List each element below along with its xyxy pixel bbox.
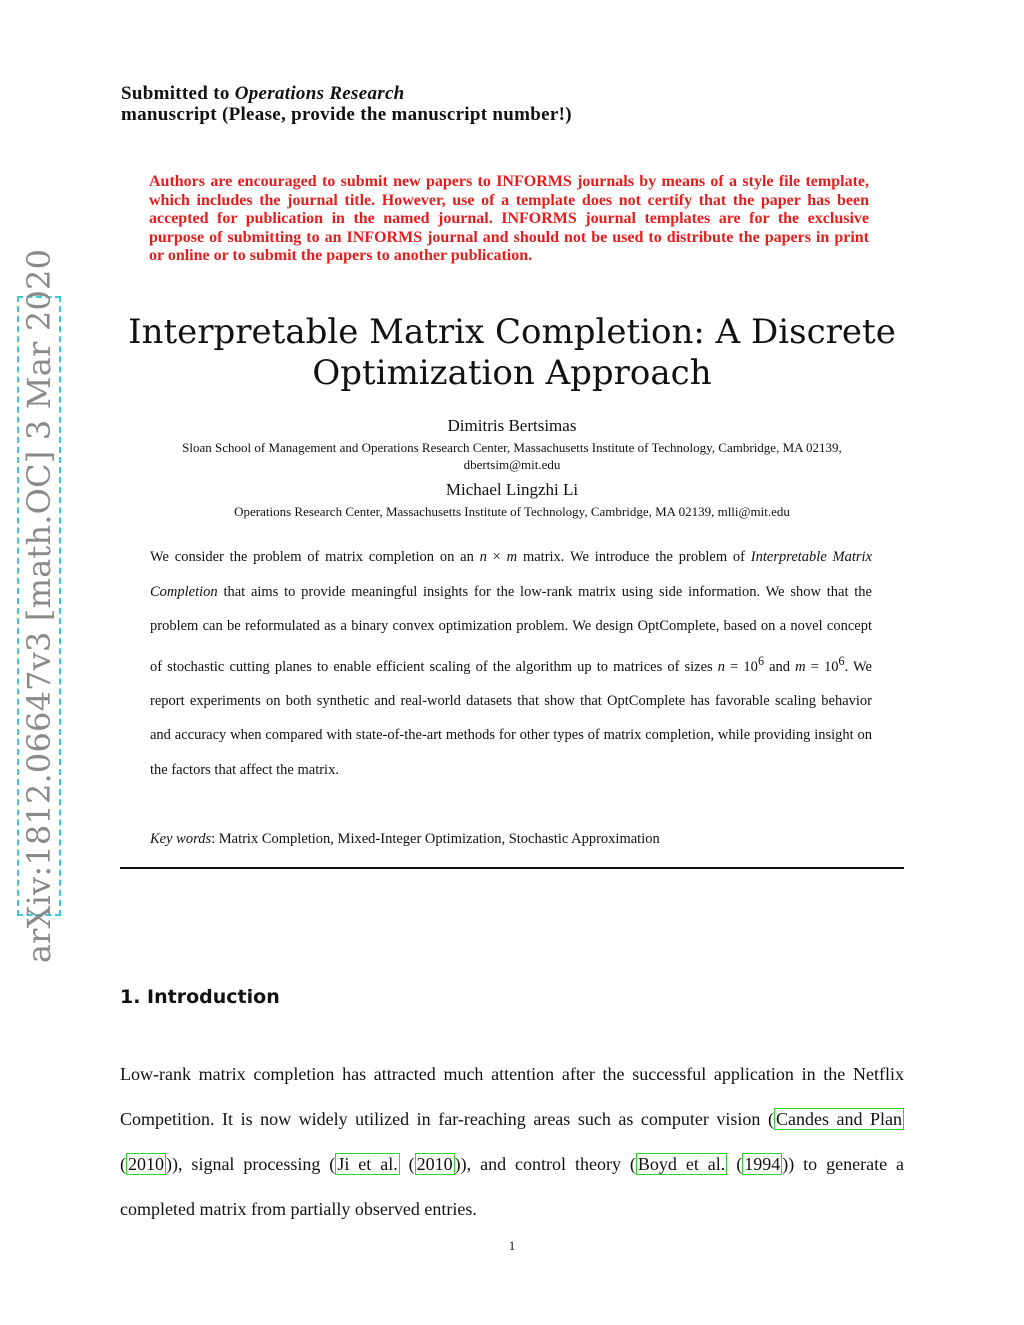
submitted-line: [121, 83, 572, 104]
title-line-2: Optimization Approach: [312, 353, 712, 393]
math-variable: m: [506, 549, 518, 565]
arxiv-stamp: [17, 248, 61, 964]
intro-text: )), signal processing (: [166, 1154, 336, 1174]
submission-header: [121, 83, 572, 125]
abstract-text: . We report experiments on both synthetic and real-world datasets that show that OptComplete has favorable scaling behavior and accuracy when compared with state-of-the-art methods for other types of matrix completion, while providing insight on the factors that affect the matrix.: [150, 658, 872, 778]
math-variable: n: [479, 549, 487, 565]
author-affiliation-2: Operations Research Center, Massachusetts Institute of Technology, Cambridge, MA 02139, mlli@mit.edu: [234, 504, 790, 519]
math-expression: = 10: [725, 658, 758, 675]
math-exponent: 6: [838, 653, 845, 668]
intro-text: )) to generate a completed matrix from partially observed entries.: [120, 1154, 905, 1219]
introduction-paragraph: [120, 1052, 904, 1232]
math-expression: = 10: [805, 658, 839, 675]
abstract: [150, 540, 872, 787]
citation-link-candes-author[interactable]: Candes and Plan: [775, 1109, 903, 1129]
intro-text: (: [727, 1154, 743, 1174]
affiliation-1-line-1: Sloan School of Management and Operations Research Center, Massachusetts Institute of Technology, Cambridge, MA 02139,: [182, 440, 842, 455]
citation-link-candes-year[interactable]: 2010: [128, 1154, 164, 1174]
abstract-text: and: [763, 658, 796, 675]
abstract-emphasis: Interpretable Matrix Completion: [150, 549, 873, 600]
author-name-1: Dimitris Bertsimas: [447, 416, 577, 435]
intro-text: (: [399, 1154, 415, 1174]
template-notice: Authors are encouraged to submit new papers to INFORMS journals by means of a style file template, which includes the journal title. However, use of a template does not certify that the paper has been accepted for publication in the named journal. INFORMS journal templates are for the exclusive purpose of submitting to an INFORMS journal and should not be used to distribute the papers in print or online or to submit the papers to another publication.: [149, 173, 869, 264]
keywords-colon: :: [211, 831, 219, 847]
citation-link-ji-year[interactable]: 2010: [416, 1154, 453, 1174]
horizontal-rule: [120, 867, 904, 869]
author-affiliation-1: [110, 439, 914, 473]
math-variable: n: [717, 658, 726, 675]
page-number: 1: [508, 1238, 516, 1253]
citation-link-ji-author[interactable]: Ji et al.: [337, 1154, 398, 1174]
author-name-2: Michael Lingzhi Li: [445, 480, 579, 499]
paper-title: [120, 312, 904, 394]
manuscript-line: manuscript (Please, provide the manuscript number!): [121, 104, 572, 125]
keywords-label: Key words: [150, 831, 212, 847]
arxiv-identifier[interactable]: arXiv:1812.06647v3 [math.OC] 3 Mar 2020: [20, 248, 58, 964]
math-exponent: 6: [757, 653, 764, 668]
citation-link-boyd-year[interactable]: 1994: [744, 1154, 781, 1174]
title-line-1: Interpretable Matrix Completion: A Discrete: [128, 312, 896, 352]
abstract-text: matrix. We introduce the problem of: [517, 549, 751, 565]
intro-text: Low-rank matrix completion has attracted much attention after the successful application in the Netflix Competition. It is now widely utilized in far-reaching areas such as computer vision (: [120, 1064, 904, 1129]
abstract-text: that aims to provide meaningful insights for the low-rank matrix using side information. We show that the problem can be reformulated as a binary convex optimization problem. We design OptComplete, based on a novel concept of stochastic cutting planes to enable efficient scaling of the algorithm up to matrices of sizes: [150, 583, 872, 675]
journal-name: Operations Research: [234, 83, 405, 104]
section-heading: 1. Introduction: [120, 986, 280, 1008]
math-operator: ×: [486, 549, 507, 565]
submitted-prefix: Submitted to: [121, 83, 230, 104]
keywords-text: Matrix Completion, Mixed-Integer Optimization, Stochastic Approximation: [218, 831, 660, 847]
math-variable: m: [795, 658, 806, 675]
abstract-text: We consider the problem of matrix completion on an: [150, 549, 480, 565]
intro-text: )), and control theory (: [454, 1154, 636, 1174]
intro-text: (: [120, 1154, 126, 1174]
citation-link-boyd-author[interactable]: Boyd et al.: [637, 1154, 726, 1174]
keywords: [150, 831, 660, 848]
affiliation-1-line-2: dbertsim@mit.edu: [463, 457, 561, 472]
